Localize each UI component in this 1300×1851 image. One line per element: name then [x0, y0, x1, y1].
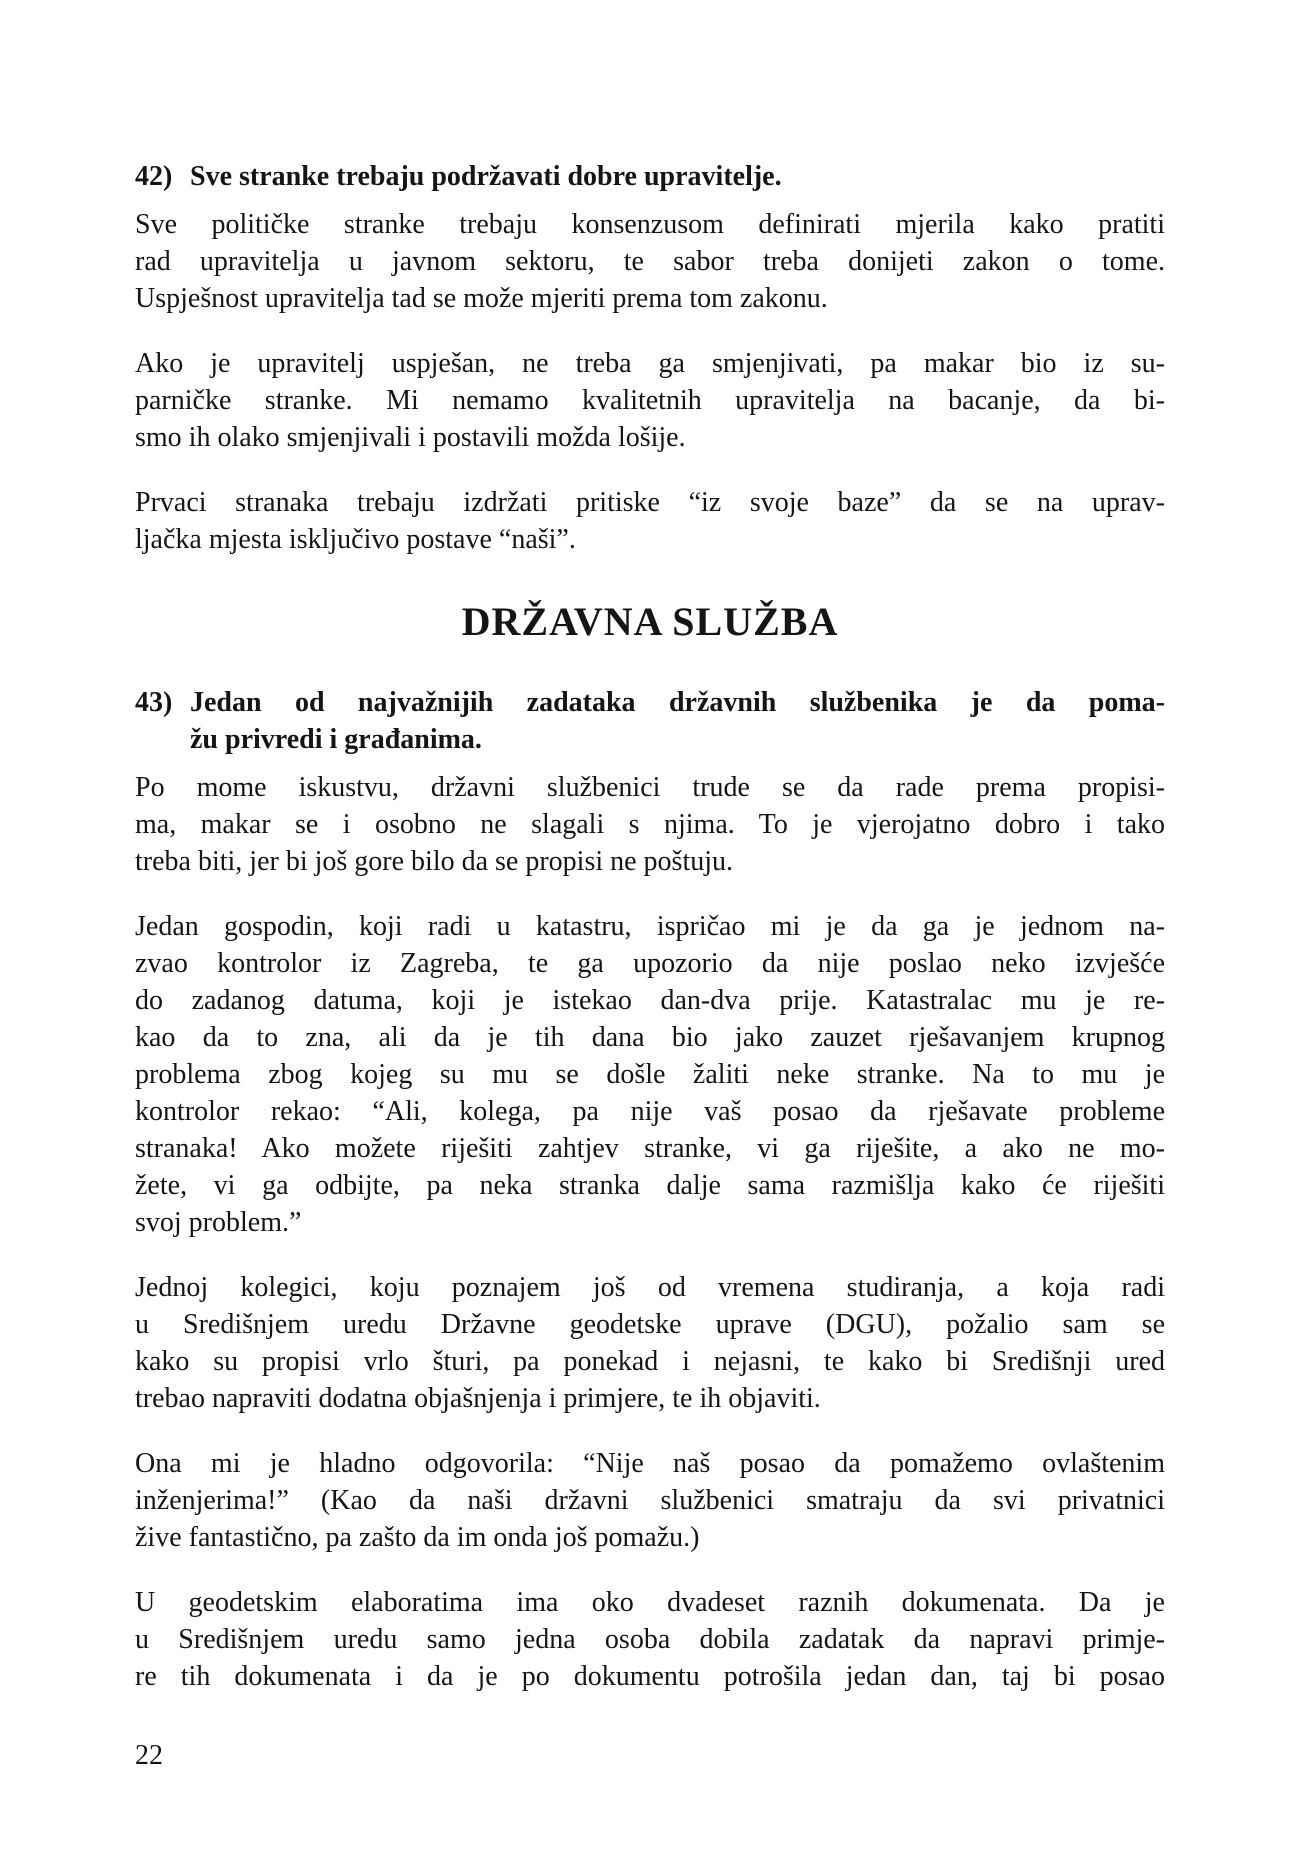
paragraph-geodetski-elaborati	[135, 1584, 1165, 1695]
text-line: kao da to zna, ali da je tih dana bio jako zauzet rješavanjem krupnog	[135, 1022, 1165, 1053]
text-line: žete, vi ga odbijte, pa neka stranka dalje sama razmišlja kako će riješiti	[135, 1170, 1165, 1201]
text-line: žive fantastično, pa zašto da im onda još pomažu.)	[135, 1522, 700, 1553]
item-43-number: 43)	[135, 687, 173, 718]
paragraph-upravitelj-uspjesan	[135, 345, 1165, 456]
text-line: smo ih olako smjenjivali i postavili možda lošije.	[135, 422, 686, 453]
text-line: trebao napraviti dodatna objašnjenja i primjere, te ih objaviti.	[135, 1383, 821, 1414]
text-line: ma, makar se i osobno ne slagali s njima. To je vjerojatno dobro i tako	[135, 809, 1165, 840]
paragraph-hladan-odgovor	[135, 1445, 1165, 1556]
item-43-title	[190, 684, 1165, 758]
item-42-number: 42)	[135, 161, 173, 192]
paragraph-katastar-kontrolor	[135, 908, 1165, 1241]
text-line: Uspješnost upravitelja tad se može mjeriti prema tom zakonu.	[135, 283, 828, 314]
text-line: treba biti, jer bi još gore bilo da se propisi ne poštuju.	[135, 846, 734, 877]
text-line: inženjerima!” (Kao da naši državni službenici smatraju da svi privatnici	[135, 1485, 1165, 1516]
text-line: Jedan od najvažnijih zadataka državnih službenika je da poma-	[190, 687, 1165, 718]
text-line: re tih dokumenata i da je po dokumentu potrošila jedan dan, taj bi posao	[135, 1661, 1165, 1692]
text-line: Jednoj kolegici, koju poznajem još od vremena studiranja, a koja radi	[135, 1272, 1165, 1303]
text-line: zvao kontrolor iz Zagreba, te ga upozorio da nije poslao neko izvješće	[135, 948, 1165, 979]
text-line: Ako je upravitelj uspješan, ne treba ga smjenjivati, pa makar bio iz su-	[135, 348, 1165, 379]
text-line: Sve političke stranke trebaju konsenzusom definirati mjerila kako pratiti	[135, 209, 1165, 240]
text-line: Ona mi je hladno odgovorila: “Nije naš posao da pomažemo ovlaštenim	[135, 1448, 1165, 1479]
text-line: do zadanog datuma, koji je istekao dan-dva prije. Katastralac mu je re-	[135, 985, 1165, 1016]
text-line: ljačka mjesta isključivo postave “naši”.	[135, 524, 576, 555]
item-42-title: Sve stranke trebaju podržavati dobre upravitelje.	[190, 161, 782, 192]
text-line: rad upravitelja u javnom sektoru, te sabor treba donijeti zakon o tome.	[135, 246, 1165, 277]
paragraph-prvaci-stranaka	[135, 484, 1165, 558]
paragraph-upravitelji-mjerila	[135, 206, 1165, 317]
text-line: u Središnjem uredu samo jedna osoba dobila zadatak da napravi primje-	[135, 1624, 1165, 1655]
paragraph-kolegica-dgu	[135, 1269, 1165, 1417]
text-line: Po mome iskustvu, državni službenici trude se da rade prema propisi-	[135, 772, 1165, 803]
item-43-heading	[135, 684, 1165, 758]
paragraph-po-mome-iskustvu	[135, 769, 1165, 880]
text-line: žu privredi i građanima.	[190, 724, 482, 755]
text-line: parničke stranke. Mi nemamo kvalitetnih upravitelja na bacanje, da bi-	[135, 385, 1165, 416]
text-line: Prvaci stranaka trebaju izdržati pritiske “iz svoje baze” da se na uprav-	[135, 487, 1165, 518]
text-line: problema zbog kojeg su mu se došle žaliti neke stranke. Na to mu je	[135, 1059, 1165, 1090]
text-line: stranaka! Ako možete riješiti zahtjev stranke, vi ga riješite, a ako ne mo-	[135, 1133, 1165, 1164]
section-heading-drzavna-sluzba: DRŽAVNA SLUŽBA	[461, 599, 839, 644]
item-42-heading	[135, 158, 1165, 195]
text-line: kako su propisi vrlo šturi, pa ponekad i nejasni, te kako bi Središnji ured	[135, 1346, 1165, 1377]
text-line: kontrolor rekao: “Ali, kolega, pa nije vaš posao da rješavate probleme	[135, 1096, 1165, 1127]
page-number: 22	[135, 1740, 163, 1771]
text-line: Jedan gospodin, koji radi u katastru, ispričao mi je da ga je jednom na-	[135, 911, 1165, 942]
text-line: U geodetskim elaboratima ima oko dvadeset raznih dokumenata. Da je	[135, 1587, 1165, 1618]
text-line: svoj problem.”	[135, 1207, 302, 1238]
text-line: u Središnjem uredu Državne geodetske uprave (DGU), požalio sam se	[135, 1309, 1165, 1340]
